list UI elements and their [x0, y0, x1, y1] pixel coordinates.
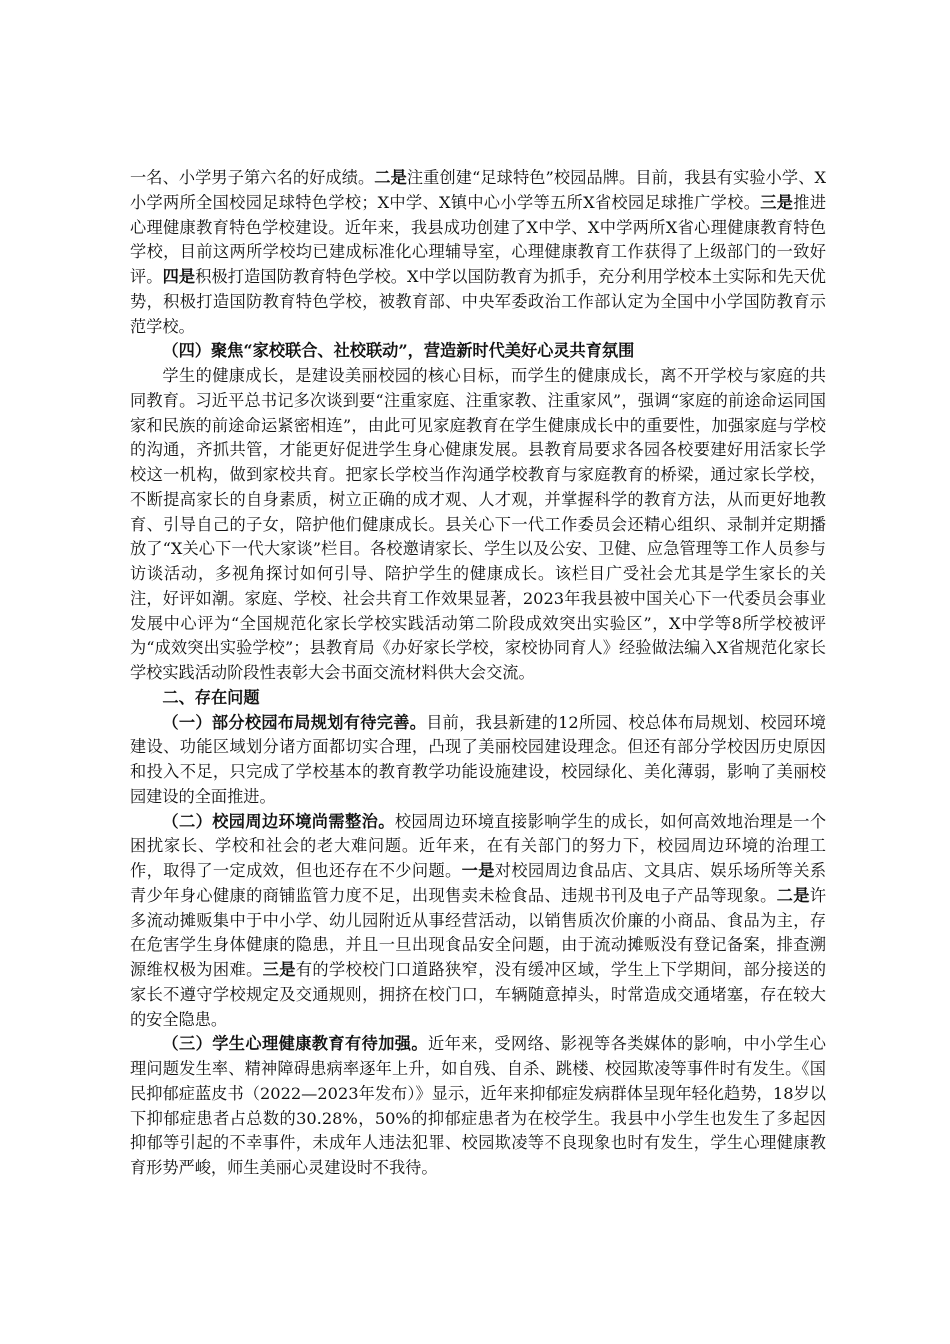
bold-text-segment: （四）聚焦“家校联合、社校联动”，营造新时代美好心灵共育氛围 — [162, 341, 635, 361]
bold-text-segment: 三是 — [262, 960, 296, 979]
text-segment: 学生的健康成长，是建设美丽校园的核心目标，而学生的健康成长，离不开学校与家庭的共同教育。习近平总书记多次谈到要“注重家庭、注重家教、注重家风”，强调“家庭的前途命运同国家和民族的前途命运紧密相连”，由此可见家庭教育在学生健康成长中的重要性，加强家庭与学校的沟通，齐抓共管，才能更好促进学生身心健康发展。县教育局要求各园各校要建好用活家长学校这一机构，做到家校共育。把家长学校当作沟通学校教育与家庭教育的桥梁，通过家长学校，不断提高家长的自身素质，树立正确的成才观、人才观，并掌握科学的教育方法，从而更好地教育、引导自己的子女，陪护他们健康成长。县关心下一代工作委员会还精心组织、录制并定期播放了“X关心下一代大家谈”栏目。各校邀请家长、学生以及公安、卫健、应急管理等工作人员参与访谈活动，多视角探讨如何引导、陪护学生的健康成长。该栏目广受社会尤其是学生家长的关注，好评如潮。家庭、学校、社会共育工作效果显著，2023年我县被中国关心下一代委员会事业发展中心评为“全国规范化家长学校实践活动第二阶段成效突出实验区”，X中学等8所学校被评为“成效突出实验学校”；县教育局《办好家长学校，家校协同育人》经验做法编入X省规范化家长学校实践活动阶段性表彰大会书面交流材料供大会交流。 — [130, 366, 826, 682]
body-paragraph — [130, 166, 826, 339]
bold-text-segment: 二、存在问题 — [162, 687, 260, 707]
text-segment: 注重创建“足球特色”校园品牌。目前，我县有实验小学、X小学两所全国校园足球特色学校；X中学、X镇中心小学等五所X省校园足球推广学校。 — [130, 168, 827, 212]
bold-text-segment: （三）学生心理健康教育有待加强。 — [162, 1034, 428, 1054]
text-segment: 许多流动摊贩集中于中小学、幼儿园附近从事经营活动，以销售质次价廉的小商品、食品为主，存在危害学生身体健康的隐患，并且一旦出现食品安全问题，由于流动摊贩没有登记备案，排查溯源维权极为困难。 — [130, 885, 827, 979]
body-paragraph — [130, 364, 826, 686]
text-segment: 有的学校校门口道路狭窄，没有缓冲区域，学生上下学期间，部分接送的家长不遵守学校规定及交通规则，拥挤在校门口，车辆随意掉头，时常造成交通堵塞，存在较大的安全隐患。 — [130, 960, 827, 1029]
body-paragraph — [130, 711, 826, 810]
bold-text-segment: （二）校园周边环境尚需整治。 — [162, 811, 395, 831]
text-segment: 校园周边环境直接影响学生的成长，如何高效地治理是一个困扰家长、学校和社会的老大难问题。近年来，在有关部门的努力下，校园周边环境的治理工作，取得了一定成效，但也还存在不少问题。 — [130, 811, 827, 880]
bold-text-segment: 一是 — [461, 861, 495, 880]
bold-text-segment: 二是 — [776, 885, 810, 905]
bold-text-segment: 二是 — [374, 168, 407, 187]
text-segment: 目前，我县新建的12所园、校总体布局规划、校园环境建设、功能区域划分诸方面都切实合理，凸现了美丽校园建设理念。但还有部分学校因历史原因和投入不足，只完成了学校基本的教育教学功能设施建设，校园绿化、美化薄弱，影响了美丽校园建设的全面推进。 — [130, 712, 826, 806]
body-paragraph — [130, 810, 826, 1033]
text-segment: 积极打造国防教育特色学校。X中学以国防教育为抓手，充分利用学校本土实际和先天优势，积极打造国防教育特色学校，被教育部、中央军委政治工作部认定为全国中小学国防教育示范学校。 — [130, 267, 826, 336]
text-segment: 一名、小学男子第六名的好成绩。 — [130, 168, 375, 187]
bold-text-segment: （一）部分校园布局规划有待完善。 — [162, 712, 427, 732]
section-heading — [130, 686, 826, 711]
text-segment: 近年来，受网络、影视等各类媒体的影响，中小学生心理问题发生率、精神障碍患病率逐年上升，如自残、自杀、跳楼、校园欺凌等事件时有发生。《国民抑郁症蓝皮书（2022—2023年发布）》显示，近年来抑郁症发病群体呈现年轻化趋势，18岁以下抑郁症患者占总数的30.28%，50%的抑郁症患者为在校学生。我县中小学生也发生了多起因抑郁等引起的不幸事件，未成年人违法犯罪、校园欺凌等不良现象也时有发生，学生心理健康教育形势严峻，师生美丽心灵建设时不我待。 — [130, 1034, 826, 1177]
bold-text-segment: 四是 — [162, 267, 196, 286]
section-heading — [130, 339, 826, 364]
text-segment: 对校园周边食品店、文具店、娱乐场所等关系青少年身心健康的商铺监管力度不足，出现售卖未检食品、违规书刊及电子产品等现象。 — [130, 861, 827, 905]
text-segment: 推进心理健康教育特色学校建设。近年来，我县成功创建了X中学、X中学两所X省心理健康教育特色学校，目前这两所学校均已建成标准化心理辅导室，心理健康教育工作获得了上级部门的一致好评。 — [130, 192, 827, 286]
document-page — [130, 166, 826, 1181]
bold-text-segment: 三是 — [760, 192, 794, 212]
body-paragraph — [130, 1032, 826, 1181]
